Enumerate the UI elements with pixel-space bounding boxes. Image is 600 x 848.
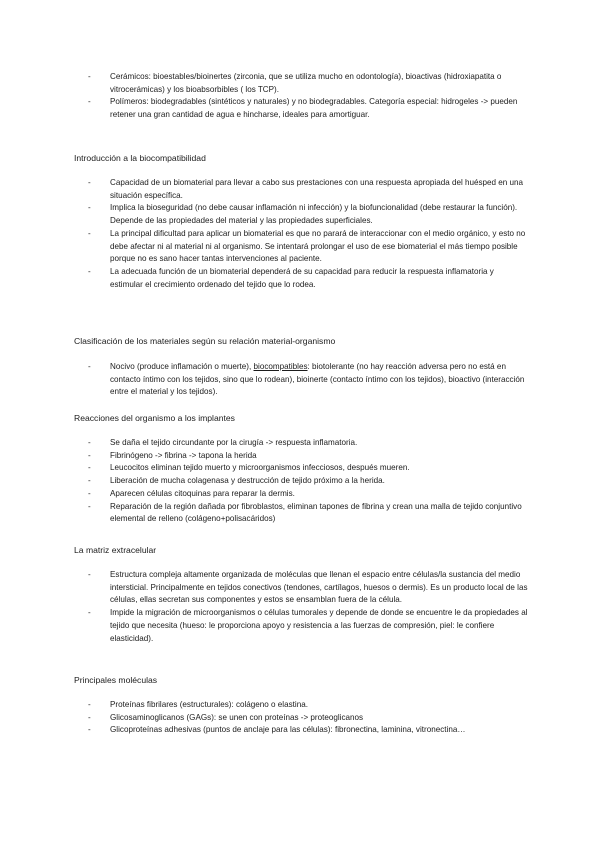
bullet-dash: - [88,266,91,276]
bullet-dash: - [88,725,91,735]
section-heading: Reacciones del organismo a los implantes [74,413,235,423]
list-item-text: Proteínas fibrilares (estructurales): colágeno o elastina. [110,700,308,709]
list-item [88,462,528,475]
list-item [88,361,528,399]
list-item-text [110,361,528,399]
list-item [88,569,528,607]
section-heading: Clasificación de los materiales según su relación material-organismo [74,336,336,346]
list-item-text: Capacidad de un biomaterial para llevar a cabo sus prestaciones con una respuesta apropiada del huésped en una situación específica. [110,178,524,200]
biocompatibility-list [88,177,528,291]
list-item-text: La principal dificultad para aplicar un biomaterial es que no parará de interaccionar con el medio orgánico, y esto no debe afectar ni al material ni al organismo. Se intentará prolongar el uso de ese biomaterial el más tiempo posible porque no es sano hacer tantas intervenciones al paciente. [110,228,526,264]
list-item [88,266,528,291]
list-item [88,699,528,712]
section-heading: Introducción a la biocompatibilidad [74,153,206,163]
list-item [88,501,528,526]
list-item-text: Cerámicos: bioestables/bioinertes (zirconia, que se utiliza mucho en odontología), bioactivas (hidroxiapatita o vitrocerámicas) y los bioabsorbibles ( los TCP). [110,72,502,94]
list-item [88,712,528,725]
list-item [88,450,528,463]
list-item-text: Liberación de mucha colagenasa y destrucción de tejido próximo a la herida. [110,476,385,486]
bullet-dash: - [88,203,91,213]
bullet-dash: - [88,438,91,447]
list-item [88,437,528,450]
list-item-text: Se daña el tejido circundante por la cirugía -> respuesta inflamatoria. [110,438,358,447]
list-item-text: Leucocitos eliminan tejido muerto y microorganismos infecciosos, después mueren. [110,463,410,473]
list-item [88,724,528,737]
list-item-text: Implica la bioseguridad (no debe causar inflamación ni infección) y la biofuncionalidad (debe restaurar la función). Depende de las propiedades del material y las propiedades superficiales. [110,203,518,226]
bullet-dash: - [88,570,91,579]
list-item-text: Impide la migración de microorganismos o células tumorales y depende de donde se encuentre le da propiedades al tejido que necesita (hueso: le proporciona apoyo y resistencia a las fuerzas de compresión, piel: le confiere elasticidad). [110,608,528,643]
underlined-term: biocompatibles [253,362,308,371]
bullet-dash: - [88,488,91,498]
list-item-text: Estructura compleja altamente organizada de moléculas que llenan el espacio entre células/la sustancia del medio intersticial. Principalmente en tejidos conectivos (tendones, cartílagos, huesos o dermis). Es un producto local de las células, ellas secretan sus componentes y estos se ensamblan fuera de la célula. [110,570,528,605]
molecules-list [88,699,528,737]
bullet-dash: - [88,178,91,187]
list-item-text: Aparecen células citoquinas para reparar la dermis. [110,488,295,498]
reactions-list [88,437,528,526]
classification-text-before: Nocivo (produce inflamación o muerte), [110,362,254,371]
matrix-list [88,569,528,645]
bullet-dash: - [88,228,91,238]
list-item-text: Reparación de la región dañada por fibroblastos, eliminan tapones de fibrina y crean una malla de tejido conjuntivo elemental de relleno (colágeno+polisacáridos) [110,501,522,524]
bullet-dash: - [88,700,91,709]
list-item-text: La adecuada función de un biomaterial dependerá de su capacidad para reducir la respuesta inflamatoria y estimular el crecimiento ordenado del tejido que lo rodea. [110,266,494,289]
list-item [88,228,528,266]
list-item [88,607,528,645]
list-item-text: Polímeros: biodegradables (sintéticos y naturales) y no biodegradables. Categoría especial: hidrogeles -> pueden retener una gran cantidad de agua e hincharse, ideales para amortiguar. [110,97,518,120]
list-item [88,202,528,227]
bullet-dash: - [88,97,91,107]
bullet-dash: - [88,476,91,486]
bullet-dash: - [88,712,91,722]
bullet-dash: - [88,463,91,473]
bullet-dash: - [88,450,91,460]
classification-text-after: : biotolerante (no hay reacción adversa pero no está en contacto íntimo con los tejidos, sino que lo rodean), bioinerte (contacto íntimo con los tejidos), bioactivo (interacción entre el material y los tejidos). [110,362,525,397]
classification-list [88,361,528,399]
list-item [88,488,528,501]
list-item-text: Fibrinógeno -> fibrina -> tapona la herida [110,450,257,460]
bullet-dash: - [88,72,91,81]
bullet-dash: - [88,608,91,618]
bullet-dash: - [88,501,91,511]
section-heading: Principales moléculas [74,675,158,685]
list-item-text: Glicosaminoglicanos (GAGs): se unen con proteínas -> proteoglicanos [110,712,364,722]
list-item [88,96,528,121]
bullet-dash: - [88,362,91,371]
list-item [88,177,528,202]
list-item-text: Glicoproteínas adhesivas (puntos de anclaje para las células): fibronectina, laminina, vitronectina… [110,725,466,735]
materials-list [88,71,528,122]
section-heading: La matriz extracelular [74,545,157,555]
list-item [88,475,528,488]
list-item [88,71,528,96]
